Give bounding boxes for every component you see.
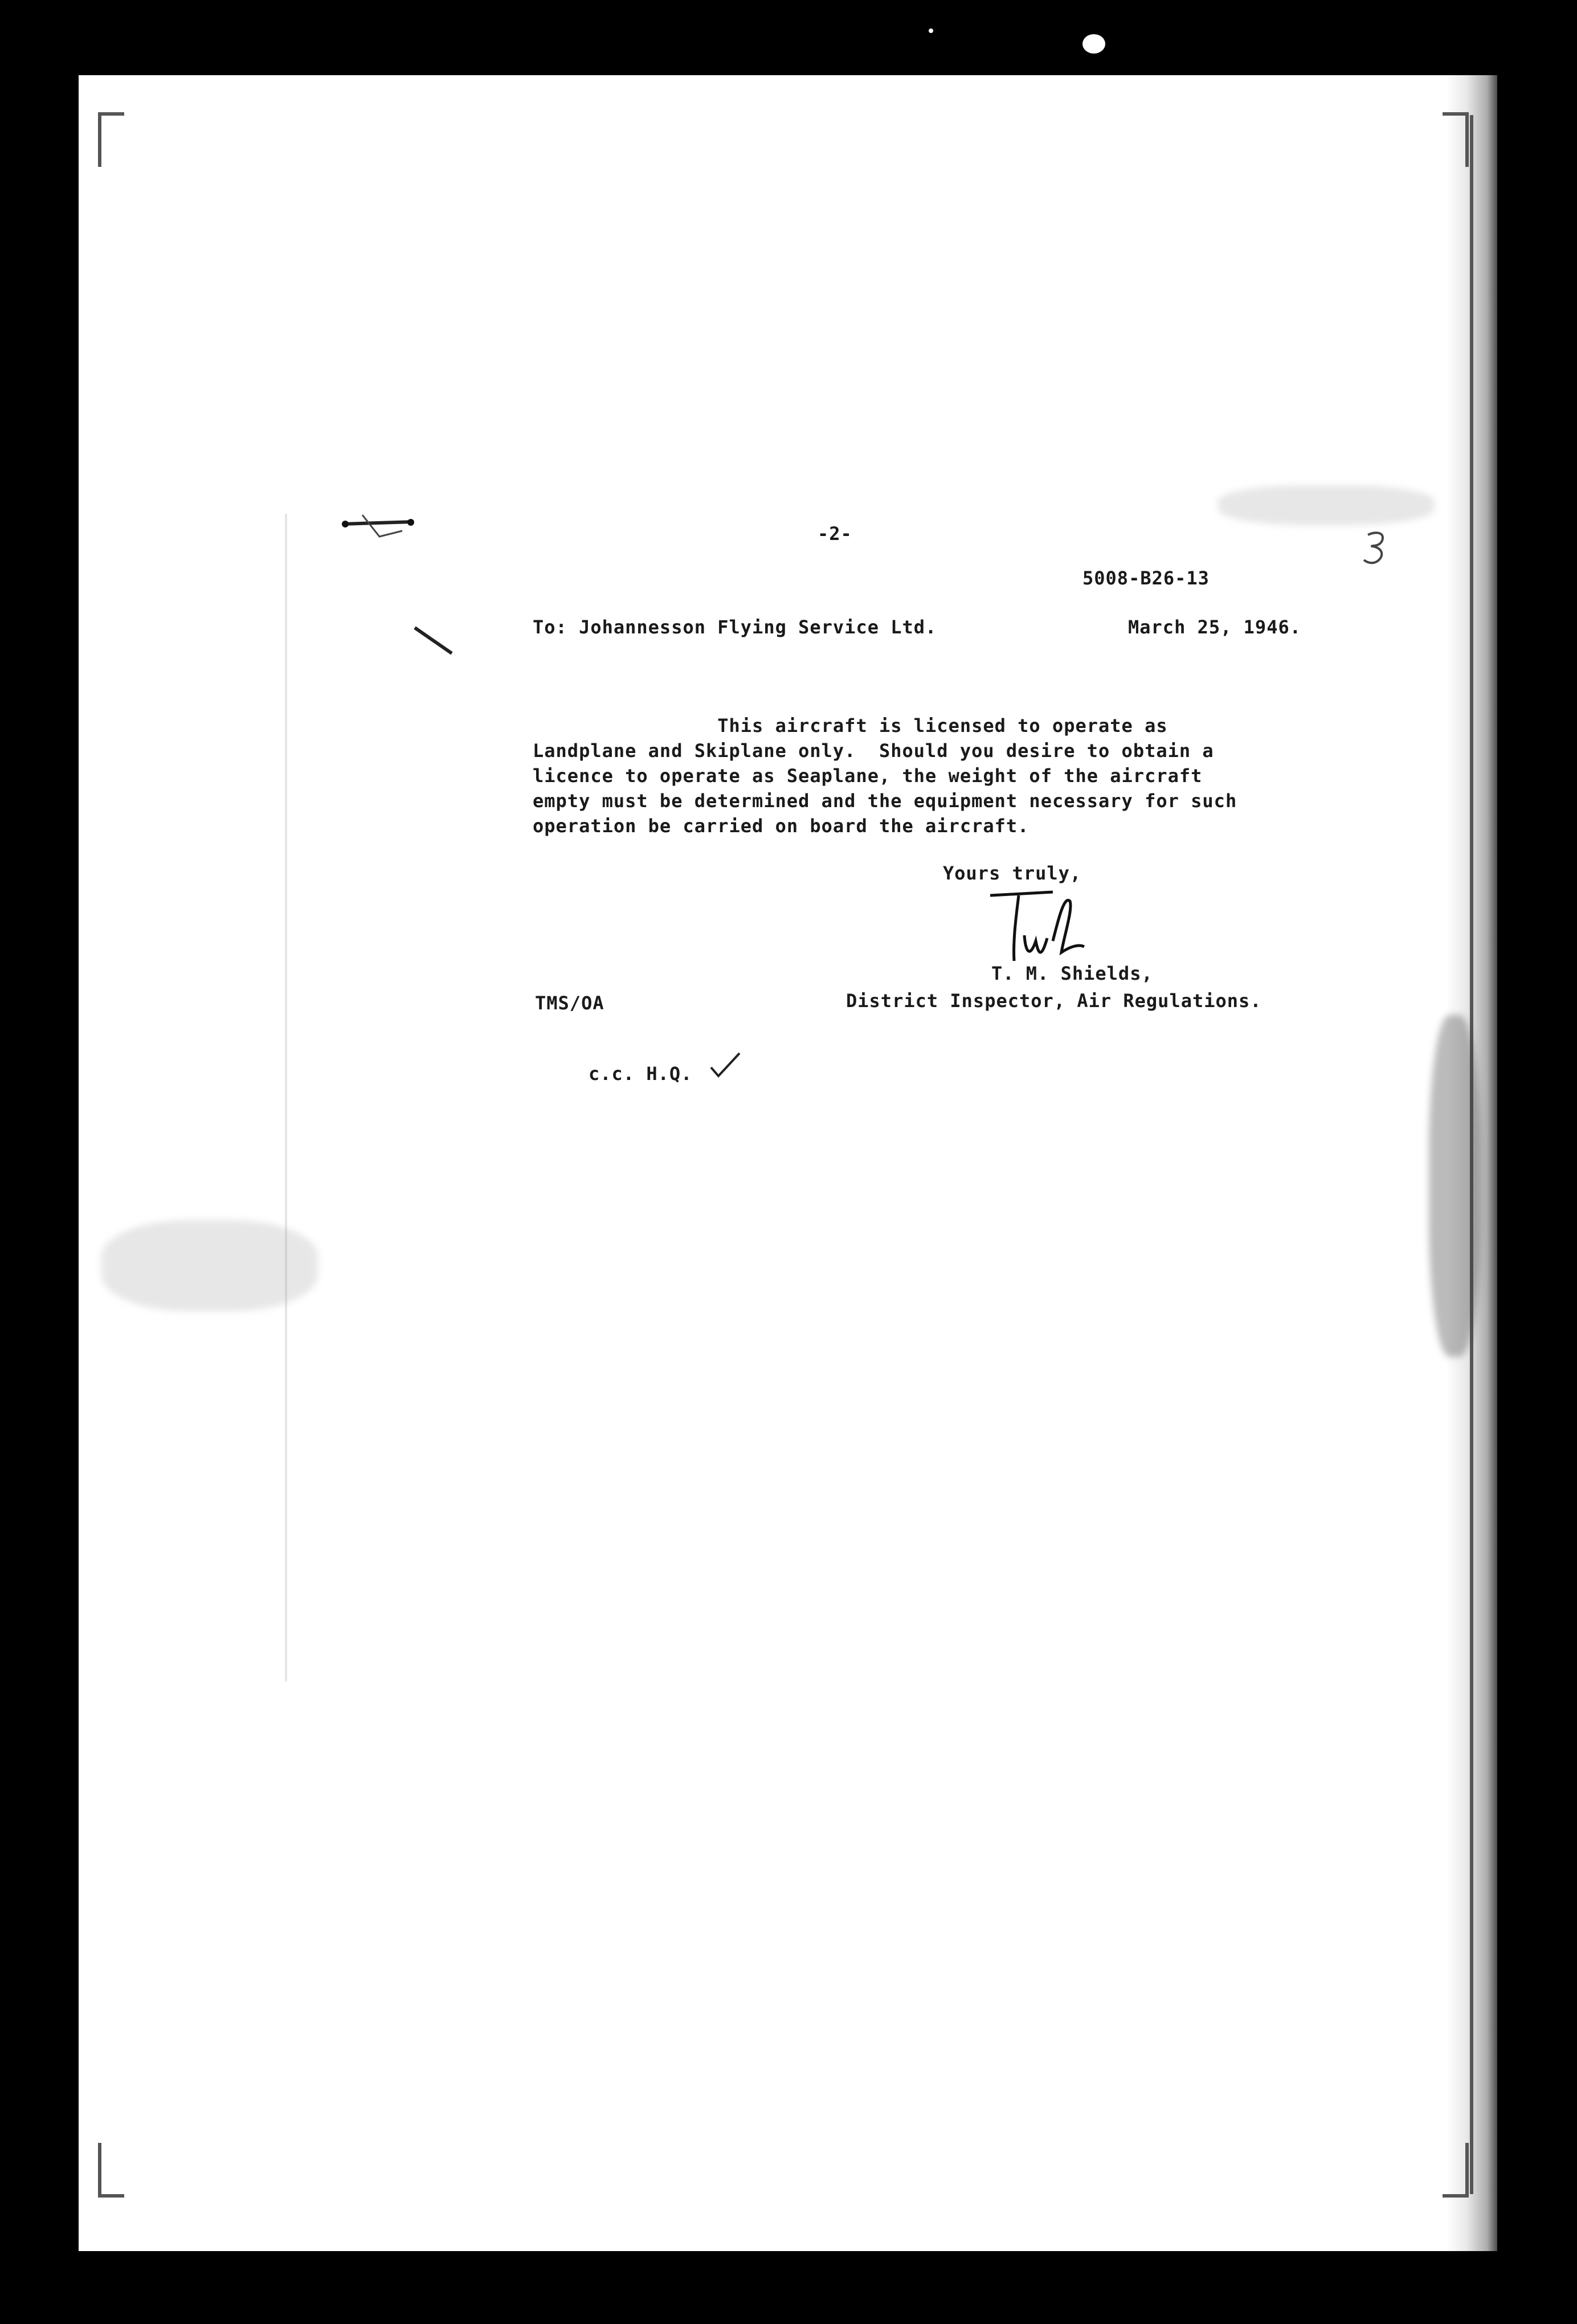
- corner-mark-bottom-right: [1443, 2143, 1469, 2198]
- file-reference: 5008-B26-13: [1082, 567, 1210, 589]
- carbon-copy-line: c.c. H.Q.: [589, 1063, 693, 1085]
- page-number: -2-: [818, 523, 852, 545]
- letter-page: [79, 75, 1497, 2251]
- body-line: licence to operate as Seaplane, the weight of the aircraft: [533, 765, 1203, 787]
- margin-line: [285, 514, 287, 1681]
- smudge: [1218, 485, 1435, 525]
- body-line: Landplane and Skiplane only. Should you desire to obtain a: [533, 740, 1214, 762]
- handwritten-signature: [984, 884, 1110, 969]
- pencil-page-mark: [1359, 528, 1394, 568]
- scan-speck: [1082, 34, 1105, 54]
- scan-speck: [929, 28, 933, 33]
- letter-body: [533, 713, 1330, 838]
- body-line: This aircraft is licensed to operate as: [533, 715, 1168, 737]
- recipient-line: To: Johannesson Flying Service Ltd.: [533, 616, 937, 638]
- signatory-name: T. M. Shields,: [991, 963, 1153, 984]
- corner-mark-top-right: [1443, 112, 1469, 167]
- margin-scribble: [412, 622, 457, 662]
- body-line: operation be carried on board the aircraft.: [533, 815, 1029, 837]
- smudge: [1429, 1015, 1480, 1357]
- body-line: empty must be determined and the equipment necessary for such: [533, 790, 1237, 812]
- typist-initials: TMS/OA: [535, 992, 604, 1014]
- closing: Yours truly,: [943, 862, 1082, 884]
- corner-mark-bottom-left: [98, 2143, 124, 2198]
- check-mark-icon: [708, 1050, 742, 1079]
- corner-mark-top-left: [98, 112, 124, 167]
- signatory-title: District Inspector, Air Regulations.: [846, 990, 1262, 1012]
- margin-scribble: [340, 514, 419, 548]
- letter-date: March 25, 1946.: [1128, 616, 1301, 638]
